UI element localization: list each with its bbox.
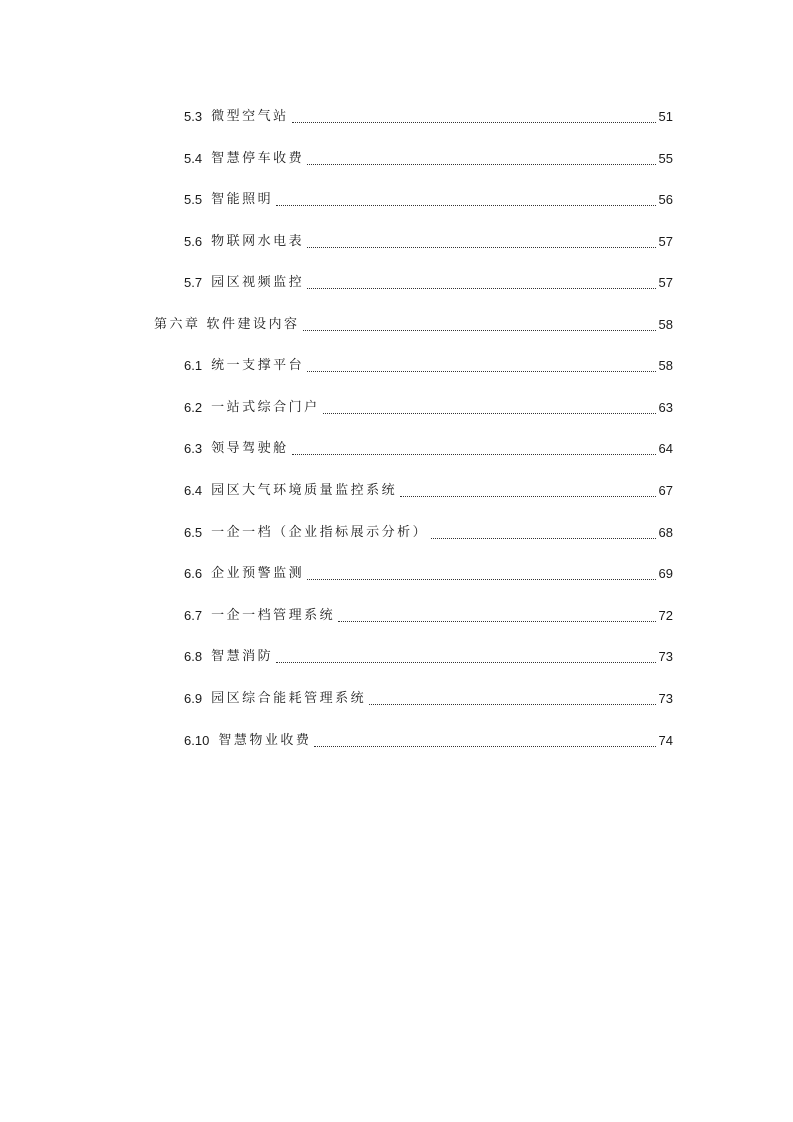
toc-dot-leader	[314, 746, 655, 747]
toc-entry-page: 58	[658, 358, 673, 373]
toc-entry-title: 智慧停车收费	[211, 151, 305, 166]
toc-entry-number: 6.8	[184, 649, 203, 664]
toc-entry-number: 5.3	[184, 109, 203, 124]
toc-entry-title: 一企一档管理系统	[211, 608, 336, 623]
toc-dot-leader	[431, 538, 655, 539]
toc-entry-page: 51	[658, 109, 673, 124]
toc-dot-leader	[323, 413, 656, 414]
toc-entry-6-2[interactable]	[184, 397, 673, 419]
toc-entry-6-6[interactable]	[184, 563, 673, 585]
toc-entry-title: 智能照明	[211, 192, 274, 207]
toc-entry-page: 56	[658, 192, 673, 207]
toc-dot-leader	[292, 122, 656, 123]
toc-entry-5-4[interactable]	[184, 148, 673, 170]
toc-entry-number: 6.2	[184, 400, 203, 415]
toc-entry-page: 68	[658, 525, 673, 540]
toc-entry-number: 5.5	[184, 192, 203, 207]
toc-entry-page: 58	[658, 317, 673, 332]
toc-entry-6-5[interactable]	[184, 522, 673, 544]
toc-dot-leader	[292, 454, 656, 455]
toc-entry-number: 5.4	[184, 151, 203, 166]
toc-entry-title: 园区视频监控	[211, 275, 305, 290]
toc-entry-6-4[interactable]	[184, 480, 673, 502]
toc-entry-5-7[interactable]	[184, 272, 673, 294]
toc-entry-number: 6.10	[184, 733, 210, 748]
toc-entry-number: 6.6	[184, 566, 203, 581]
toc-dot-leader	[307, 579, 655, 580]
toc-entry-number: 6.5	[184, 525, 203, 540]
toc-entry-chapter-6[interactable]	[154, 314, 673, 336]
toc-dot-leader	[307, 288, 655, 289]
toc-entry-page: 67	[658, 483, 673, 498]
toc-entry-number: 6.9	[184, 691, 203, 706]
toc-entry-6-8[interactable]	[184, 646, 673, 668]
toc-entry-6-7[interactable]	[184, 605, 673, 627]
toc-entry-title: 软件建设内容	[206, 317, 300, 332]
toc-dot-leader	[276, 662, 655, 663]
toc-entry-page: 69	[658, 566, 673, 581]
toc-entry-6-3[interactable]	[184, 438, 673, 460]
toc-entry-page: 55	[658, 151, 673, 166]
toc-entry-number: 6.4	[184, 483, 203, 498]
toc-entry-page: 73	[658, 691, 673, 706]
toc-entry-title: 企业预警监测	[211, 566, 305, 581]
toc-entry-title: 统一支撑平台	[211, 358, 305, 373]
toc-entry-title: 智慧消防	[211, 649, 274, 664]
toc-dot-leader	[369, 704, 655, 705]
toc-dot-leader	[338, 621, 655, 622]
toc-entry-page: 73	[658, 649, 673, 664]
toc-entry-page: 57	[658, 275, 673, 290]
toc-entry-page: 72	[658, 608, 673, 623]
toc-dot-leader	[307, 247, 655, 248]
toc-entry-page: 74	[658, 733, 673, 748]
toc-dot-leader	[303, 330, 656, 331]
toc-entry-5-5[interactable]	[184, 189, 673, 211]
toc-dot-leader	[276, 205, 655, 206]
toc-entry-6-10[interactable]	[184, 730, 673, 752]
toc-entry-number: 6.1	[184, 358, 203, 373]
toc-entry-title: 领导驾驶舱	[211, 441, 289, 456]
toc-entry-6-1[interactable]	[184, 355, 673, 377]
toc-entry-title: 物联网水电表	[211, 234, 305, 249]
toc-entry-title: 智慧物业收费	[218, 733, 312, 748]
toc-entry-title: 一站式综合门户	[211, 400, 320, 415]
toc-entry-number: 6.7	[184, 608, 203, 623]
toc-entry-page: 64	[658, 441, 673, 456]
toc-entry-number: 5.7	[184, 275, 203, 290]
toc-entry-title: 一企一档（企业指标展示分析）	[211, 525, 429, 540]
toc-entry-title: 园区综合能耗管理系统	[211, 691, 367, 706]
toc-entry-5-3[interactable]	[184, 106, 673, 128]
toc-entry-number: 5.6	[184, 234, 203, 249]
toc-entry-5-6[interactable]	[184, 231, 673, 253]
toc-entry-number: 6.3	[184, 441, 203, 456]
toc-chapter-label: 第六章	[154, 317, 201, 332]
toc-dot-leader	[307, 371, 655, 372]
toc-entry-title: 园区大气环境质量监控系统	[211, 483, 398, 498]
toc-entry-6-9[interactable]	[184, 688, 673, 710]
toc-dot-leader	[307, 164, 655, 165]
toc-dot-leader	[400, 496, 655, 497]
toc-entry-page: 57	[658, 234, 673, 249]
toc-entry-title: 微型空气站	[211, 109, 289, 124]
toc-entry-page: 63	[658, 400, 673, 415]
